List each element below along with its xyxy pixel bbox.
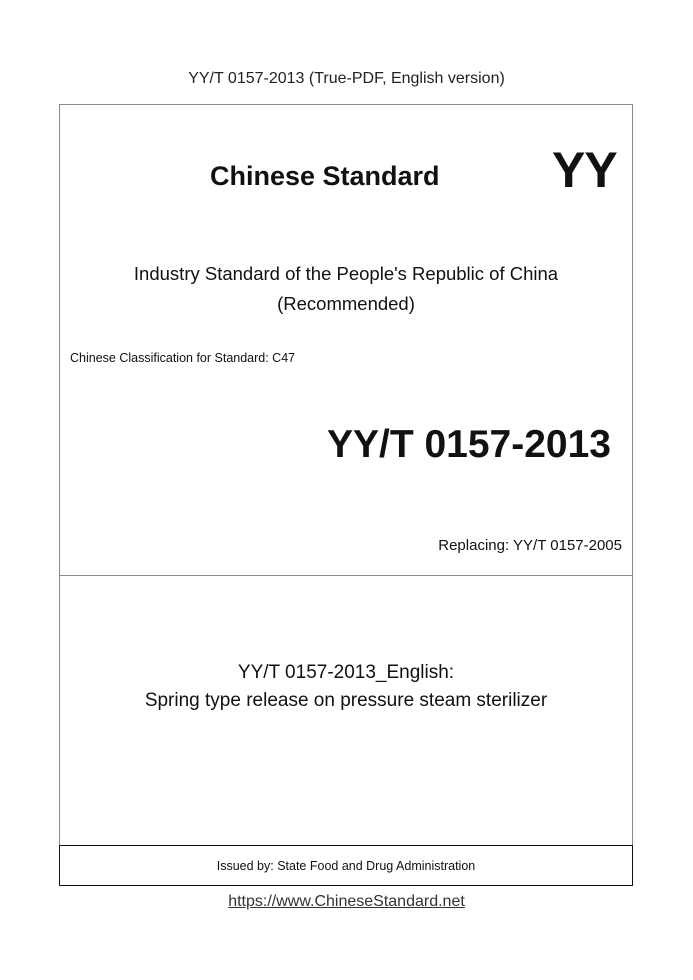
replacing-text: Replacing: YY/T 0157-2005 (438, 537, 622, 554)
document-title (60, 659, 632, 715)
page-header-title: YY/T 0157-2013 (True-PDF, English version) (188, 70, 505, 87)
document-title-line-2: Spring type release on pressure steam sterilizer (144, 690, 548, 711)
issued-by-text: Issued by: State Food and Drug Administration (216, 858, 476, 873)
standard-number: YY/T 0157-2013 (326, 423, 611, 466)
subtitle (60, 259, 632, 319)
subtitle-line-1: Industry Standard of the People's Republic of China (133, 263, 559, 284)
section-divider (60, 575, 632, 576)
subtitle-line-2: (Recommended) (277, 293, 415, 314)
issued-by-box (59, 845, 633, 886)
document-title-line-1: YY/T 0157-2013_English: (237, 662, 455, 683)
main-title: Chinese Standard (210, 161, 440, 191)
cover-frame (59, 104, 633, 886)
website-link[interactable]: https://www.ChineseStandard.net (228, 893, 465, 910)
yy-mark: YY (552, 142, 617, 198)
classification-text: Chinese Classification for Standard: C47 (70, 351, 296, 365)
